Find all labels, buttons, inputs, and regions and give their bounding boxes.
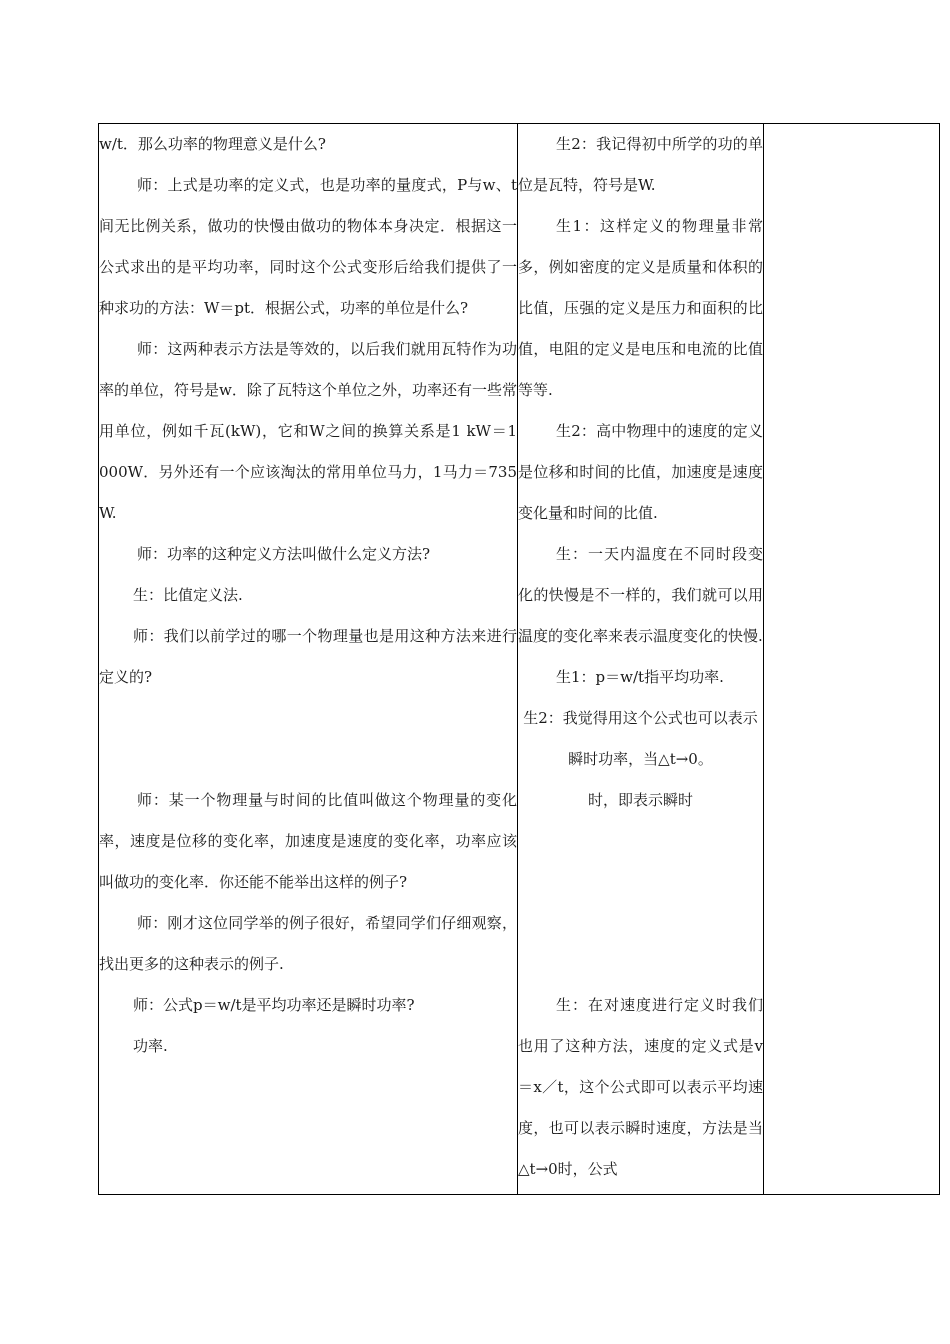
- teacher-paragraph: 师：我们以前学过的哪一个物理量也是用这种方法来进行定义的?: [99, 627, 517, 686]
- student-paragraph: 生2：我觉得用这个公式也可以表示瞬时功率，当△t→0。: [523, 709, 758, 768]
- teacher-paragraph: 师：公式p＝w/t是平均功率还是瞬时功率?: [133, 996, 415, 1014]
- student-paragraph: 生2：高中物理中的速度的定义是位移和时间的比值，加速度是速度变化量和时间的比值.: [518, 422, 763, 522]
- teacher-paragraph: 师：刚才这位同学举的例子很好，希望同学们仔细观察，找出更多的这种表示的例子.: [99, 914, 517, 973]
- teacher-paragraph: 师：这两种表示方法是等效的，以后我们就用瓦特作为功率的单位，符号是w．除了瓦特这个单位之外，功率还有一些常用单位，例如千瓦(kW)，它和W之间的换算关系是1 kW＝1 000W．另外还有一个应该淘汰的常用单位马力，1马力＝735 W.: [99, 340, 517, 522]
- teacher-paragraph: 师：某一个物理量与时间的比值叫做这个物理量的变化率，速度是位移的变化率，加速度是速度的变化率，功率应该叫做功的变化率．你还能不能举出这样的例子?: [99, 791, 517, 891]
- teacher-paragraph: 生：比值定义法.: [133, 586, 243, 604]
- student-paragraph: 生2：我记得初中所学的功的单位是瓦特，符号是W.: [518, 135, 763, 194]
- student-column: [518, 124, 763, 1190]
- column-divider-2: [763, 124, 764, 1194]
- teacher-paragraph: 师：上式是功率的定义式，也是功率的量度式，P与w、t间无比例关系，做功的快慢由做功的物体本身决定．根据这一公式求出的是平均功率，同时这个公式变形后给我们提供了一种求功的方法：W＝pt．根据公式，功率的单位是什么?: [99, 176, 517, 317]
- student-paragraph: 生：一天内温度在不同时段变化的快慢是不一样的，我们就可以用温度的变化率来表示温度变化的快慢.: [518, 545, 763, 645]
- lesson-table: [98, 123, 940, 1195]
- teacher-paragraph: 功率.: [133, 1037, 168, 1055]
- teacher-column: [99, 124, 517, 1067]
- student-paragraph: 生1：这样定义的物理量非常多，例如密度的定义是质量和体积的比值，压强的定义是压力和面积的比值，电阻的定义是电压和电流的比值等等.: [518, 217, 763, 399]
- student-paragraph: 时，即表示瞬时: [587, 791, 693, 809]
- blank-space: [518, 821, 763, 985]
- student-paragraph: 生：在对速度进行定义时我们也用了这种方法，速度的定义式是v＝x／t，这个公式即可以表示平均速度，也可以表示瞬时速度，方法是当△t→0时，公式: [518, 996, 763, 1178]
- teacher-paragraph: w/t．那么功率的物理意义是什么?: [99, 135, 326, 153]
- student-paragraph: 生1：p＝w/t指平均功率.: [556, 668, 724, 686]
- blank-space: [99, 698, 517, 780]
- teacher-paragraph: 师：功率的这种定义方法叫做什么定义方法?: [137, 545, 431, 563]
